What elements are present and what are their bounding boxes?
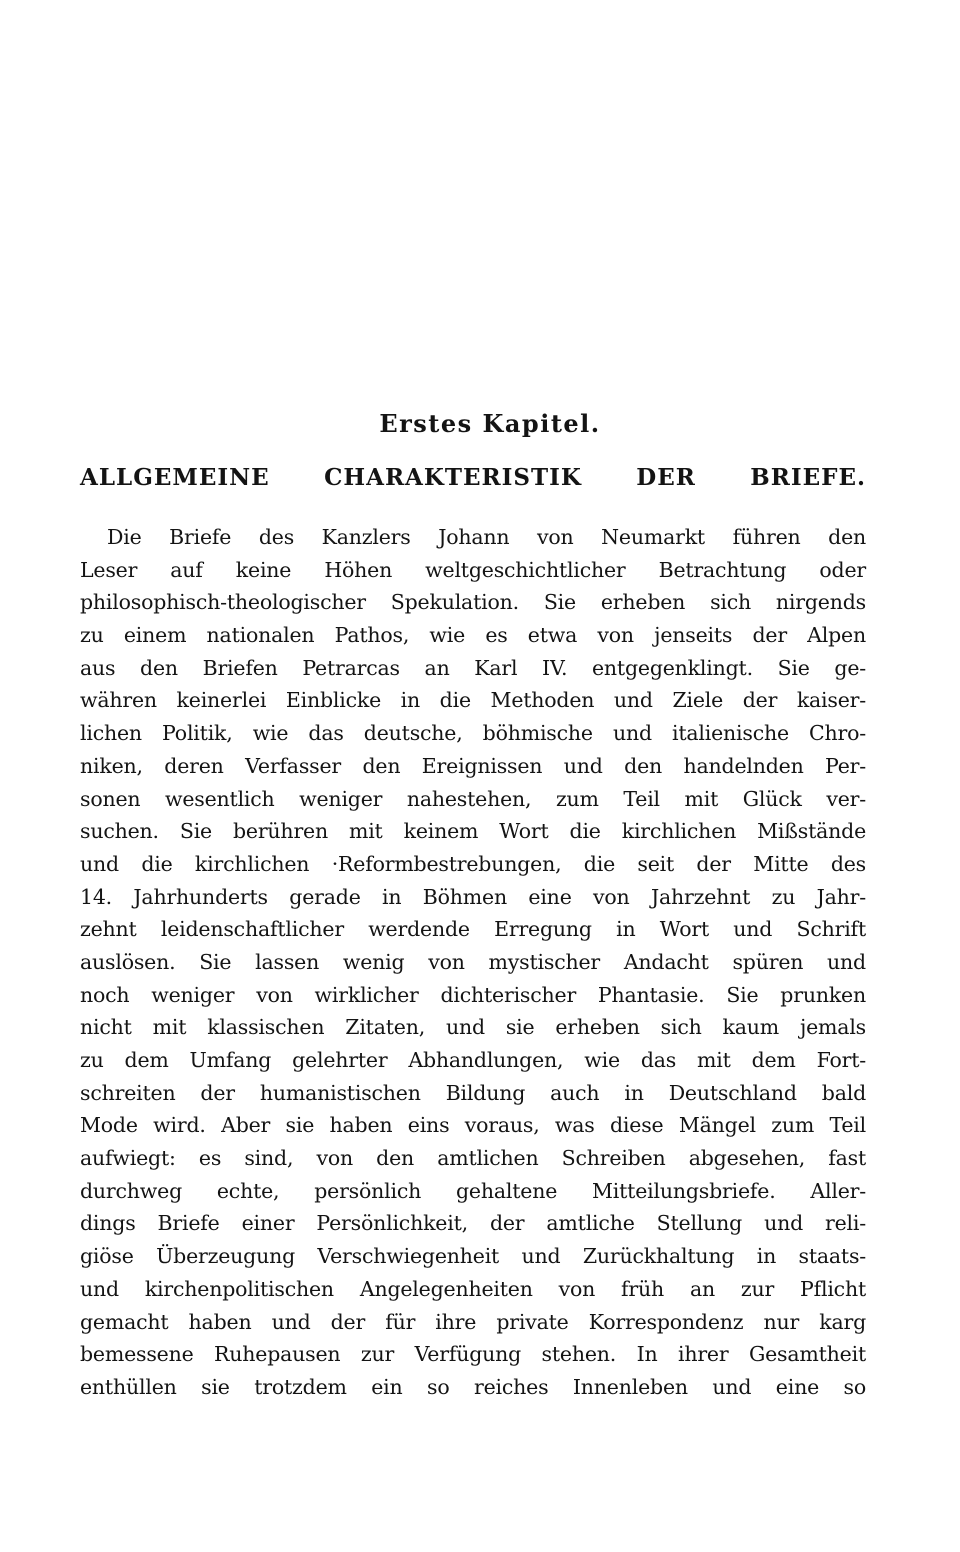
- body-paragraph: [80, 521, 866, 1404]
- text-line: dings Briefe einer Persönlichkeit, der amtliche Stellung und reli-: [80, 1211, 866, 1236]
- text-line: suchen. Sie berühren mit keinem Wort die kirchlichen Mißstände: [80, 819, 866, 844]
- text-line: philosophisch-theologischer Spekulation. Sie erheben sich nirgends: [80, 590, 866, 615]
- text-line: 14. Jahrhunderts gerade in Böhmen eine von Jahrzehnt zu Jahr-: [80, 884, 866, 909]
- text-line: durchweg echte, persönlich gehaltene Mitteilungsbriefe. Aller-: [80, 1178, 866, 1203]
- text-line: nicht mit klassischen Zitaten, und sie erheben sich kaum jemals: [80, 1015, 866, 1040]
- text-line: enthüllen sie trotzdem ein so reiches Innenleben und eine so: [80, 1374, 866, 1399]
- text-line: Die Briefe des Kanzlers Johann von Neumarkt führen den: [107, 525, 866, 549]
- text-line: niken, deren Verfasser den Ereignissen und den handelnden Per-: [80, 753, 866, 778]
- text-line: sonen wesentlich weniger nahestehen, zum Teil mit Glück ver-: [80, 786, 866, 811]
- text-line: Mode wird. Aber sie haben eins voraus, was diese Mängel zum Teil: [80, 1113, 866, 1138]
- text-line: auslösen. Sie lassen wenig von mystischer Andacht spüren und: [80, 949, 866, 974]
- text-line: zu einem nationalen Pathos, wie es etwa von jenseits der Alpen: [80, 623, 866, 648]
- text-line: lichen Politik, wie das deutsche, böhmische und italienische Chro-: [80, 721, 866, 746]
- text-line: bemessene Ruhepausen zur Verfügung stehen. In ihrer Gesamtheit: [80, 1342, 866, 1367]
- text-line: giöse Überzeugung Verschwiegenheit und Zurückhaltung in staats-: [80, 1244, 866, 1269]
- text-line: aufwiegt: es sind, von den amtlichen Schreiben abgesehen, fast: [80, 1146, 866, 1171]
- text-line: aus den Briefen Petrarcas an Karl IV. entgegenklingt. Sie ge-: [80, 655, 866, 680]
- chapter-number: Erstes Kapitel.: [379, 409, 601, 438]
- text-line: und kirchenpolitischen Angelegenheiten von früh an zur Pflicht: [80, 1276, 866, 1301]
- text-line: Leser auf keine Höhen weltgeschichtlicher Betrachtung oder: [80, 557, 866, 582]
- text-line: noch weniger von wirklicher dichterischer Phantasie. Sie prunken: [80, 982, 866, 1007]
- text-line: gemacht haben und der für ihre private Korrespondenz nur karg: [80, 1309, 866, 1334]
- text-line: schreiten der humanistischen Bildung auch in Deutschland bald: [80, 1080, 866, 1105]
- text-line: währen keinerlei Einblicke in die Methoden und Ziele der kaiser-: [80, 688, 866, 713]
- text-line: zehnt leidenschaftlicher werdende Erregung in Wort und Schrift: [80, 917, 866, 942]
- chapter-title: ALLGEMEINE CHARAKTERISTIK DER BRIEFE.: [80, 464, 866, 491]
- text-line: und die kirchlichen ·Reformbestrebungen, die seit der Mitte des: [80, 851, 866, 876]
- text-line: zu dem Umfang gelehrter Abhandlungen, wie das mit dem Fort-: [80, 1048, 866, 1072]
